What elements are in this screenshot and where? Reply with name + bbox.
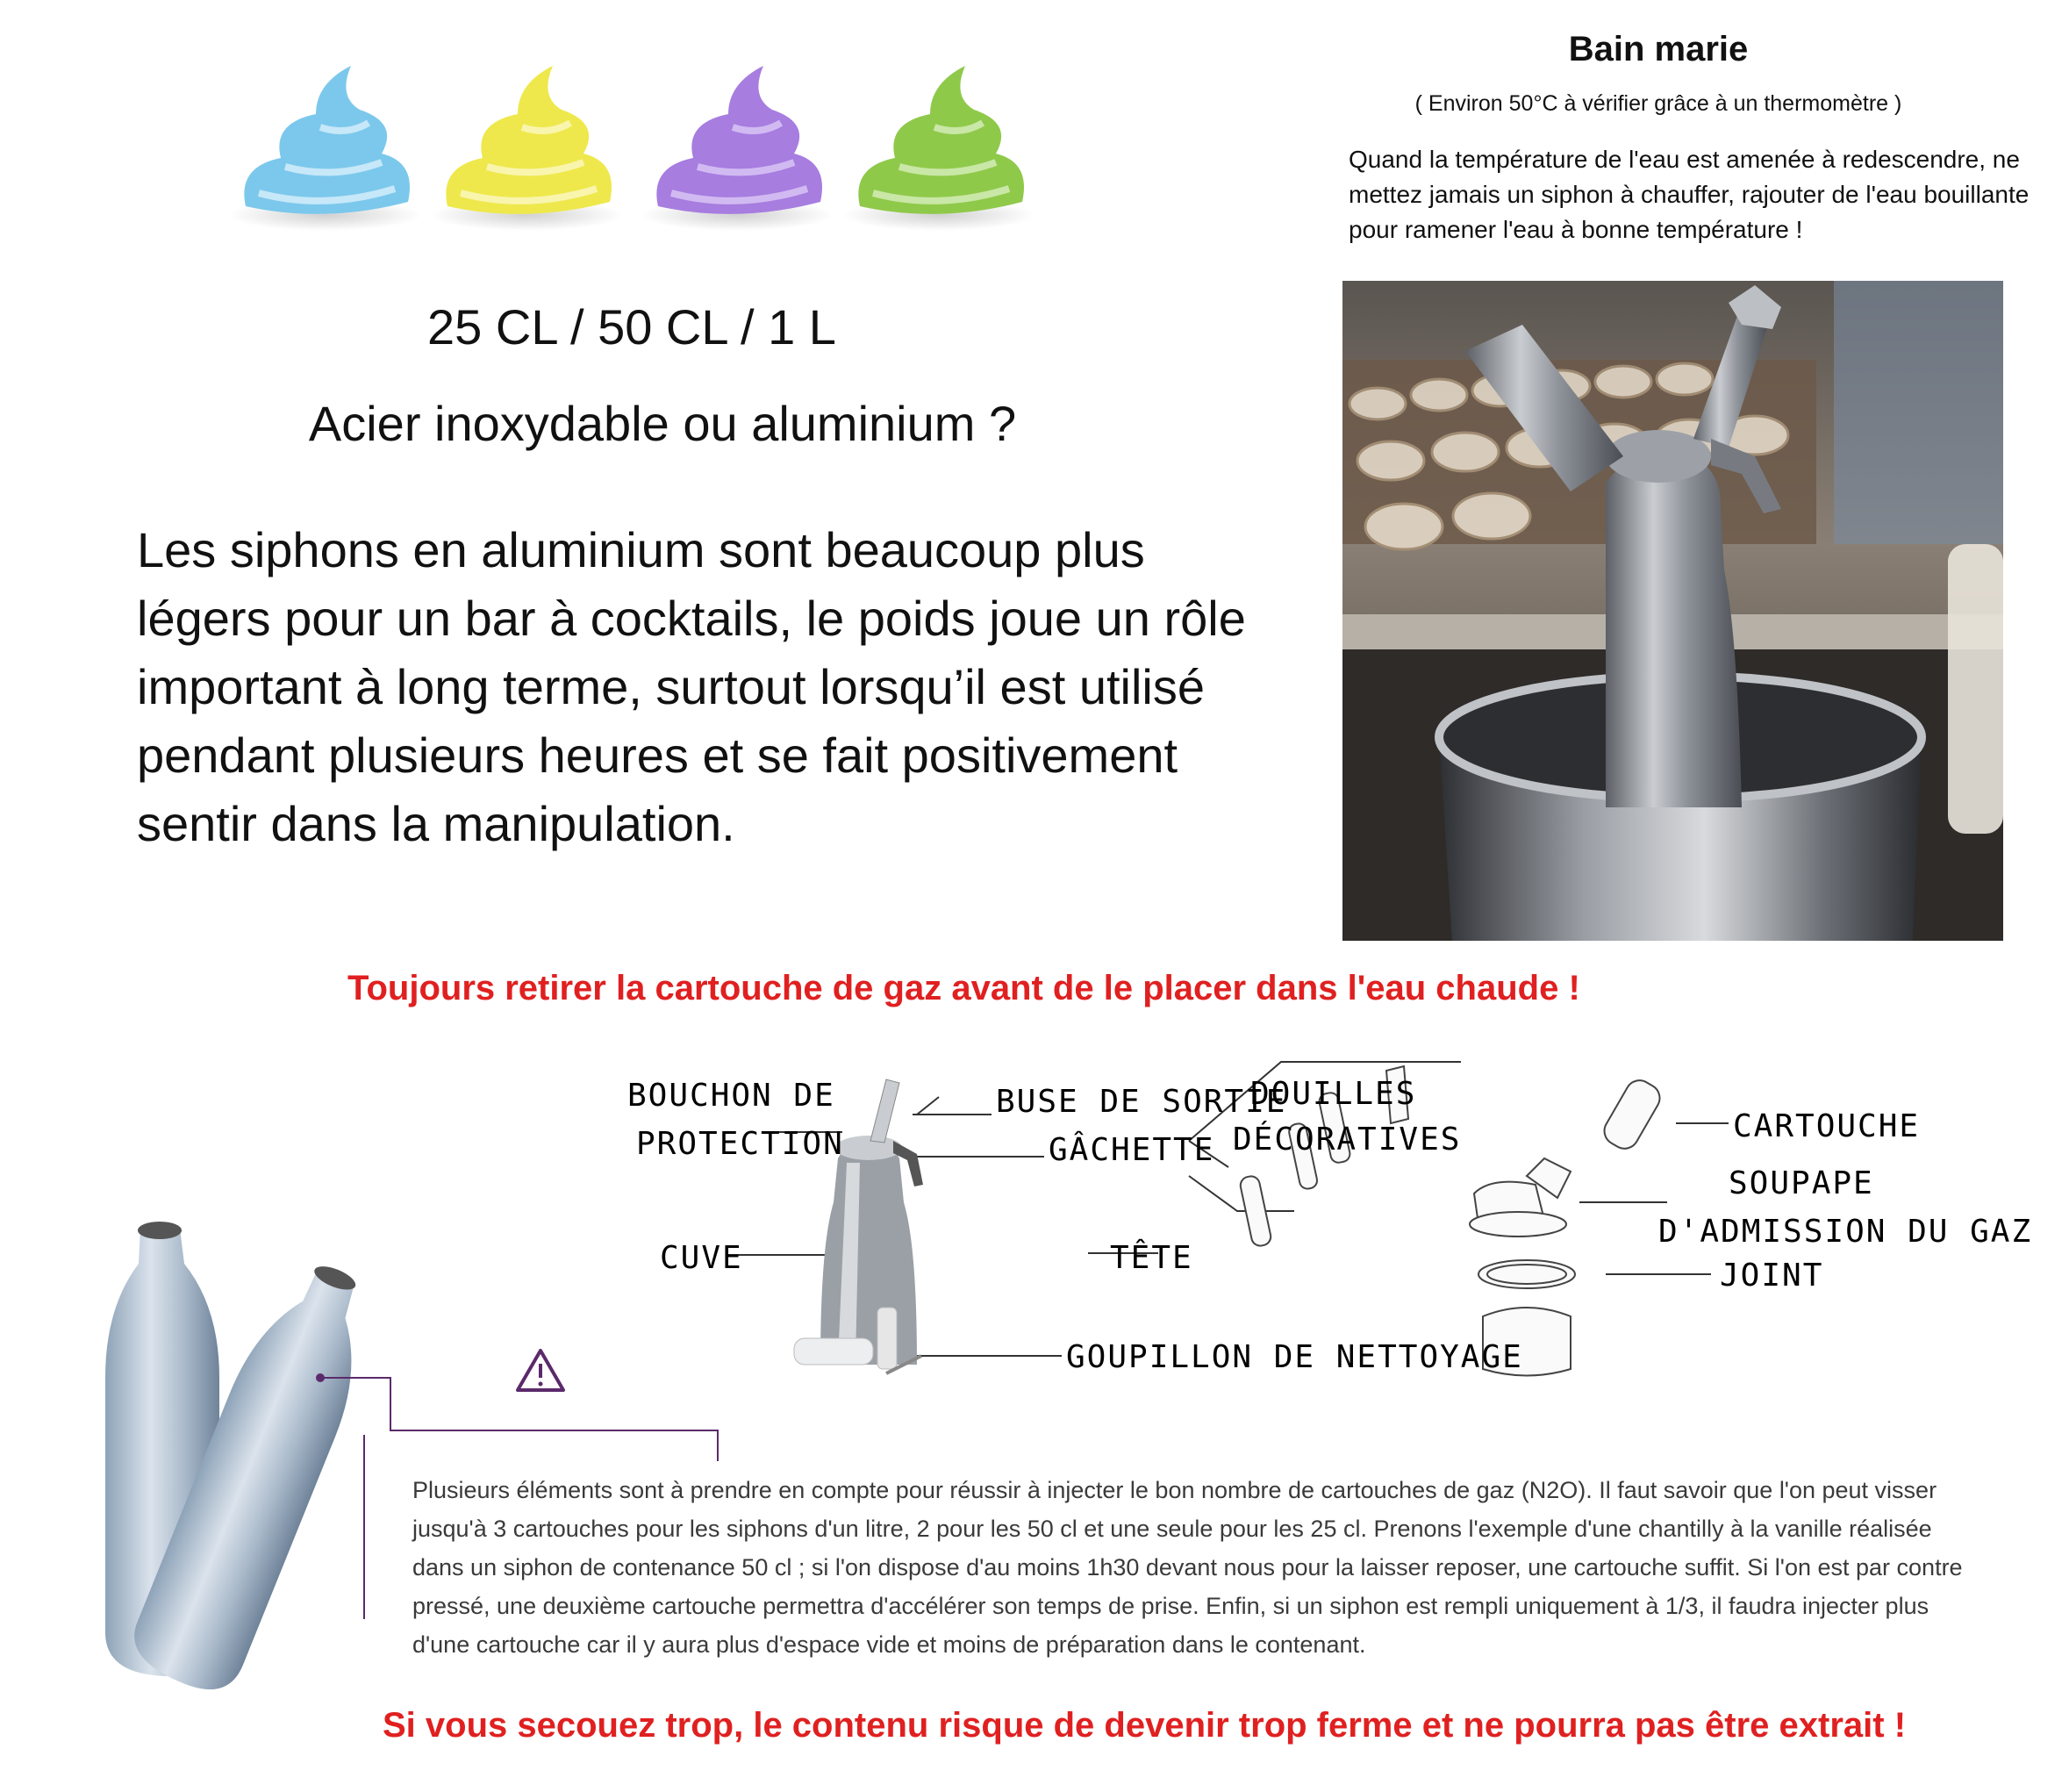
aluminium-paragraph: Les siphons en aluminium sont beaucoup plus légers pour un bar à cocktails, le poids joue un rôle important à long terme, surtout lorsqu’il est utilisé pendant plusieurs heures et se fait positivement sentir dans la manipulation. bbox=[137, 522, 1246, 851]
label-gachette: GÂCHETTE bbox=[1049, 1132, 1215, 1168]
label-soupape-2: D'ADMISSION DU GAZ bbox=[1658, 1214, 2033, 1250]
swirl-green bbox=[842, 66, 1035, 231]
siphon-parts-diagram bbox=[614, 1044, 2033, 1413]
label-buse: BUSE DE SORTIE bbox=[996, 1084, 1287, 1120]
parts-illustration bbox=[1239, 1066, 1665, 1376]
remove-cartridge-warning: Toujours retirer la cartouche de gaz avant de le placer dans l'eau chaude ! bbox=[347, 969, 1580, 1007]
label-bouchon-1: BOUCHON DE bbox=[627, 1078, 835, 1114]
bain-marie-title: Bain marie bbox=[1568, 30, 1749, 68]
leader-buse-tip bbox=[917, 1097, 939, 1115]
capacity-options: 25 CL / 50 CL / 1 L bbox=[427, 299, 836, 355]
label-cuve: CUVE bbox=[660, 1240, 743, 1276]
swirl-yellow bbox=[430, 66, 623, 231]
label-joint: JOINT bbox=[1720, 1258, 1824, 1294]
cartridge-count-paragraph: Plusieurs éléments sont à prendre en compte pour réussir à injecter le bon nombre de cartouches de gaz (N2O). Il faut savoir que l'on peut visser jusqu'à 3 cartouches pour les siphons d'un litre, 2 pour les 50 cl et une seule pour les 25 cl. Prenons l'exemple d'une chantilly à la vanille réalisée dans un siphon de contenance 50 cl ; si l'on dispose d'au moins 1h30 devant nous pour la laisser reposer, une cartouche suffit. Si l'on est par contre pressé, une deuxième cartouche permettra d'accélérer son temps de prise. Enfin, si un siphon est rempli uniquement à 1/3, il faudra injecter plus d'une cartouche car il y aura plus d'espace vide et moins de préparation dans le contenant. bbox=[412, 1477, 1963, 1658]
label-douilles-1: DOUILLES bbox=[1250, 1076, 1417, 1112]
label-soupape-1: SOUPAPE bbox=[1729, 1165, 1874, 1201]
swirl-purple bbox=[641, 66, 834, 231]
label-douilles-2: DÉCORATIVES bbox=[1233, 1122, 1462, 1158]
meringue-swirls-image bbox=[219, 61, 1053, 237]
siphon-bain-marie-photo bbox=[1342, 281, 2003, 941]
label-cartouche: CARTOUCHE bbox=[1733, 1108, 1921, 1144]
label-goupillon: GOUPILLON DE NETTOYAGE bbox=[1066, 1339, 1523, 1375]
shaking-warning: Si vous secouez trop, le contenu risque de devenir trop ferme et ne pourra pas être extrait ! bbox=[383, 1706, 1907, 1745]
material-question: Acier inoxydable ou aluminium ? bbox=[308, 396, 1017, 451]
label-tete: TÊTE bbox=[1110, 1240, 1193, 1276]
label-bouchon-2: PROTECTION bbox=[636, 1126, 844, 1162]
bain-marie-temperature-note: ( Environ 50°C à vérifier grâce à un thermomètre ) bbox=[1414, 91, 1902, 116]
siphon-illustration bbox=[794, 1079, 923, 1373]
bain-marie-paragraph: Quand la température de l'eau est amenée à redescendre, ne mettez jamais un siphon à chauffer, rajouter de l'eau bouillante pour ramener l'eau à bonne température ! bbox=[1349, 146, 2030, 243]
swirl-blue bbox=[228, 66, 421, 231]
